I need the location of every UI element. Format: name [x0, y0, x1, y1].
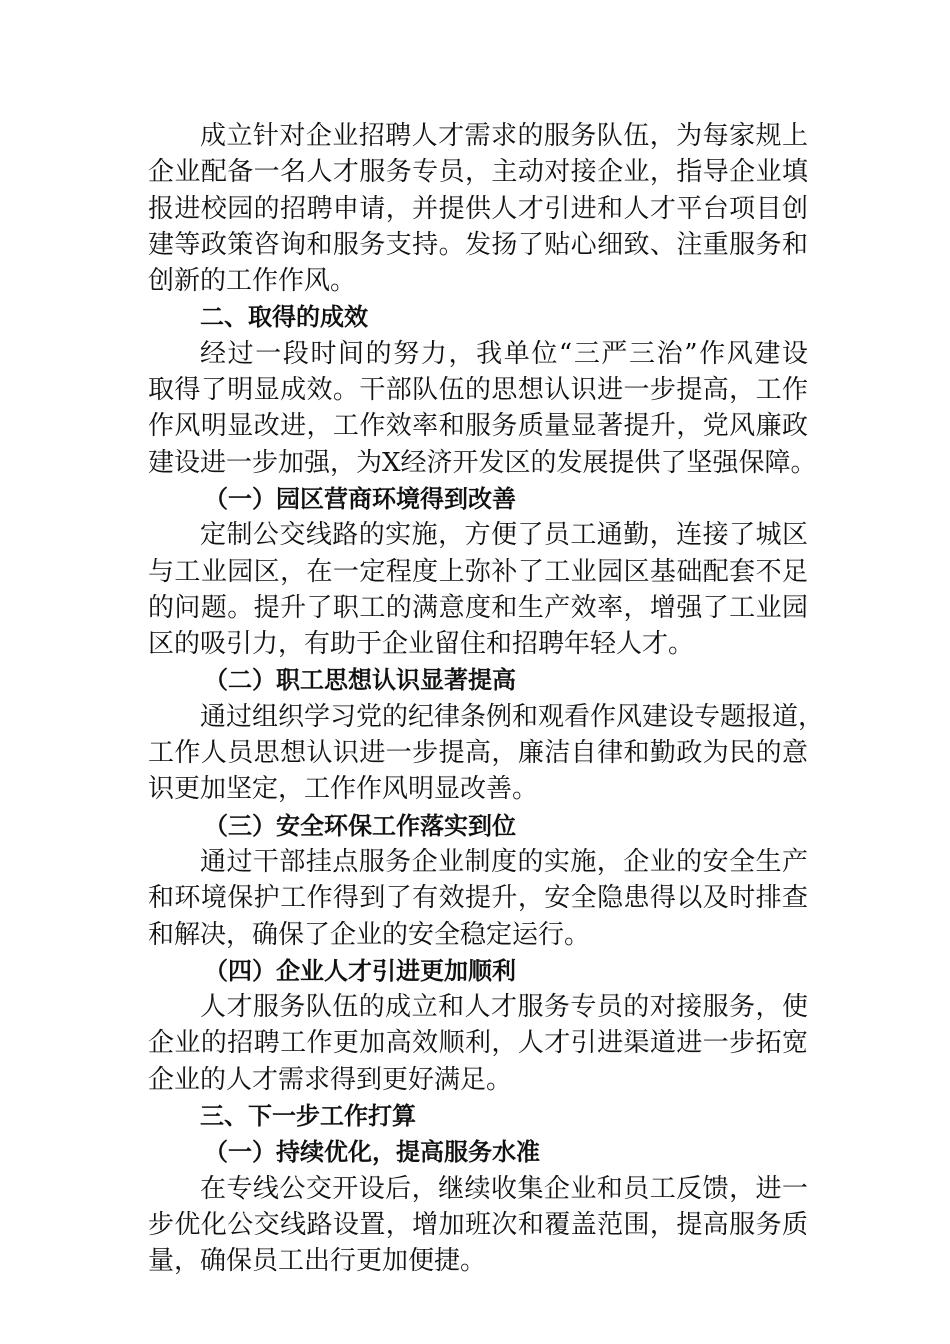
paragraph-line: 的问题。提升了职工的满意度和生产效率，增强了工业园	[148, 592, 808, 623]
paragraph-line: 人才服务队伍的成立和人才服务专员的对接服务，使	[200, 992, 808, 1023]
subsection-heading: （一）持续优化，提高服务水准	[204, 1137, 540, 1167]
subsection-heading: （四）企业人才引进更加顺利	[204, 955, 516, 985]
paragraph-line: 定制公交线路的实施，方便了员工通勤，连接了城区	[200, 520, 808, 551]
paragraph-line: 企业配备一名人才服务专员，主动对接企业，指导企业填	[148, 157, 808, 188]
body-paragraph	[148, 517, 808, 662]
paragraph-line: 成立针对企业招聘人才需求的服务队伍，为每家规上	[200, 121, 808, 151]
paragraph-line: 建等政策咨询和服务支持。发扬了贴心细致、注重服务和	[148, 229, 808, 260]
subsection-heading: （二）职工思想认识显著提高	[204, 665, 516, 695]
paragraph-line: 通过组织学习党的纪律条例和观看作风建设专题报道，	[200, 701, 825, 732]
subsection-heading: （一）园区营商环境得到改善	[204, 483, 516, 513]
paragraph-line: 取得了明显成效。干部队伍的思想认识进一步提高，工作	[148, 375, 808, 406]
section-heading: 二、取得的成效	[200, 303, 368, 332]
paragraph-line: 区的吸引力，有助于企业留住和招聘年轻人才。	[148, 629, 695, 660]
body-paragraph	[148, 336, 817, 481]
paragraph-line: 作风明显改进，工作效率和服务质量显著提升，党风廉政	[148, 411, 808, 442]
body-paragraph	[148, 989, 808, 1098]
body-paragraph	[148, 844, 808, 953]
paragraph-line: 和环境保护工作得到了有效提升，安全隐患得以及时排查	[148, 883, 808, 914]
section-heading: 三、下一步工作打算	[200, 1102, 416, 1131]
paragraph-line: 工作人员思想认识进一步提高，廉洁自律和勤政为民的意	[148, 738, 808, 769]
paragraph-line: 识更加坚定，工作作风明显改善。	[148, 774, 539, 805]
paragraph-line: 和解决，确保了企业的安全稳定运行。	[148, 919, 591, 950]
paragraph-line: 步优化公交线路设置，增加班次和覆盖范围，提高服务质	[148, 1209, 808, 1240]
paragraph-line: 在专线公交开设后，继续收集企业和员工反馈，进一	[200, 1173, 808, 1204]
subsection-heading: （三）安全环保工作落实到位	[204, 810, 516, 840]
paragraph-line: 企业的人才需求得到更好满足。	[148, 1064, 513, 1095]
body-paragraph	[148, 699, 825, 808]
paragraph-line: 创新的工作作风。	[148, 266, 357, 297]
paragraph-line: 与工业园区，在一定程度上弥补了工业园区基础配套不足	[148, 556, 808, 587]
paragraph-line: 报进校园的招聘申请，并提供人才引进和人才平台项目创	[148, 193, 808, 224]
paragraph-line: 量，确保员工出行更加便捷。	[148, 1246, 487, 1277]
document-body	[148, 118, 825, 1280]
body-paragraph	[148, 118, 808, 299]
body-paragraph	[148, 1171, 808, 1280]
paragraph-line: 通过干部挂点服务企业制度的实施，企业的安全生产	[200, 846, 808, 877]
paragraph-line: 经过一段时间的努力，我单位“三严三治”作风建设	[200, 338, 808, 369]
paragraph-line: 企业的招聘工作更加高效顺利，人才引进渠道进一步拓宽	[148, 1028, 808, 1059]
paragraph-line: 建设进一步加强，为X经济开发区的发展提供了坚强保障。	[148, 447, 817, 478]
